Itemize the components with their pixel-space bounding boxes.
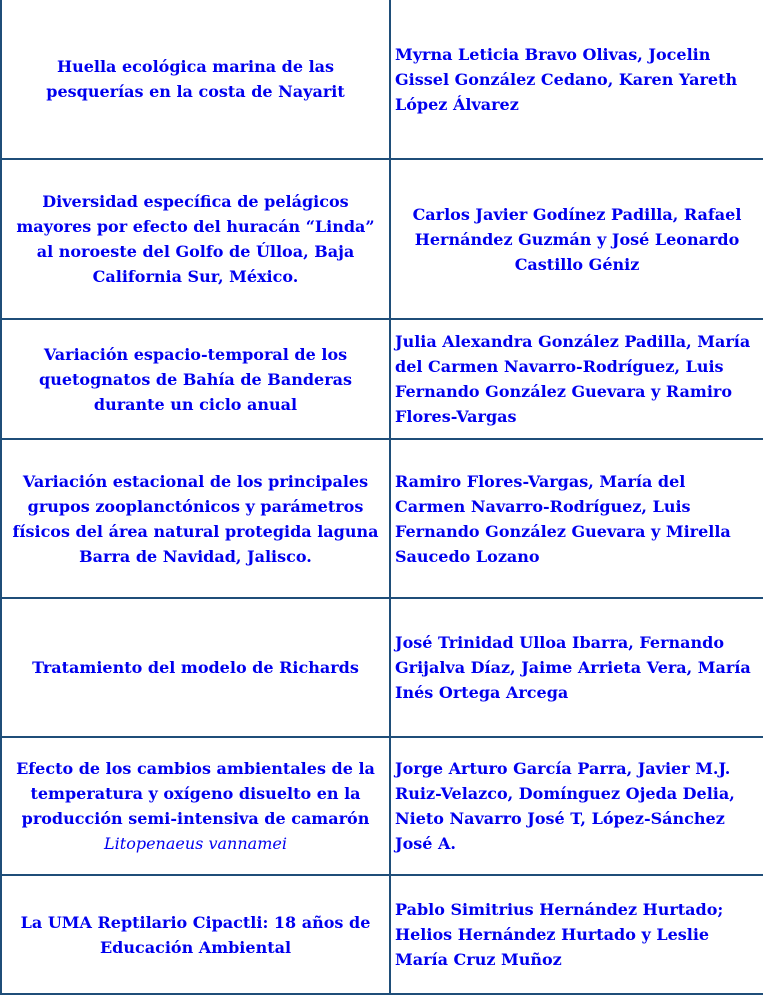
paper-title: Variación estacional de los principales grupos zooplanctónicos y parámetros físicos del área natural protegida laguna Barra de Navidad, Jalisco. <box>1 439 390 598</box>
paper-authors: Jorge Arturo García Parra, Javier M.J. Ruiz-Velazco, Domínguez Ojeda Delia, Nieto Navarro José T, López-Sánchez José A. <box>390 737 763 875</box>
table-row <box>1 159 763 319</box>
paper-title: La UMA Reptilario Cipactli: 18 años de Educación Ambiental <box>1 875 390 994</box>
table-row <box>1 319 763 439</box>
paper-title-cell <box>1 737 390 875</box>
paper-title: Huella ecológica marina de las pesquerías en la costa de Nayarit <box>1 0 390 159</box>
table-row <box>1 737 763 875</box>
paper-authors: José Trinidad Ulloa Ibarra, Fernando Grijalva Díaz, Jaime Arrieta Vera, María Inés Ortega Arcega <box>390 598 763 737</box>
paper-title: Diversidad específica de pelágicos mayores por efecto del huracán “Linda” al noroeste del Golfo de Úlloa, Baja California Sur, México. <box>1 159 390 319</box>
paper-authors: Pablo Simitrius Hernández Hurtado; Helios Hernández Hurtado y Leslie María Cruz Muñoz <box>390 875 763 994</box>
table-row <box>1 598 763 737</box>
species-name: Litopenaeus vannamei <box>104 834 287 853</box>
paper-authors: Carlos Javier Godínez Padilla, Rafael Hernández Guzmán y José Leonardo Castillo Géniz <box>390 159 763 319</box>
paper-authors: Myrna Leticia Bravo Olivas, Jocelin Gissel González Cedano, Karen Yareth López Álvarez <box>390 0 763 159</box>
paper-title: Tratamiento del modelo de Richards <box>1 598 390 737</box>
paper-authors: Julia Alexandra González Padilla, María del Carmen Navarro-Rodríguez, Luis Fernando González Guevara y Ramiro Flores-Vargas <box>390 319 763 439</box>
table-row <box>1 0 763 159</box>
table-row <box>1 439 763 598</box>
paper-title: Efecto de los cambios ambientales de la temperatura y oxígeno disuelto en la producción semi-intensiva de camarón <box>16 759 375 828</box>
table-row <box>1 875 763 994</box>
paper-authors: Ramiro Flores-Vargas, María del Carmen Navarro-Rodríguez, Luis Fernando González Guevara y Mirella Saucedo Lozano <box>390 439 763 598</box>
paper-title: Variación espacio-temporal de los quetognatos de Bahía de Banderas durante un ciclo anual <box>1 319 390 439</box>
